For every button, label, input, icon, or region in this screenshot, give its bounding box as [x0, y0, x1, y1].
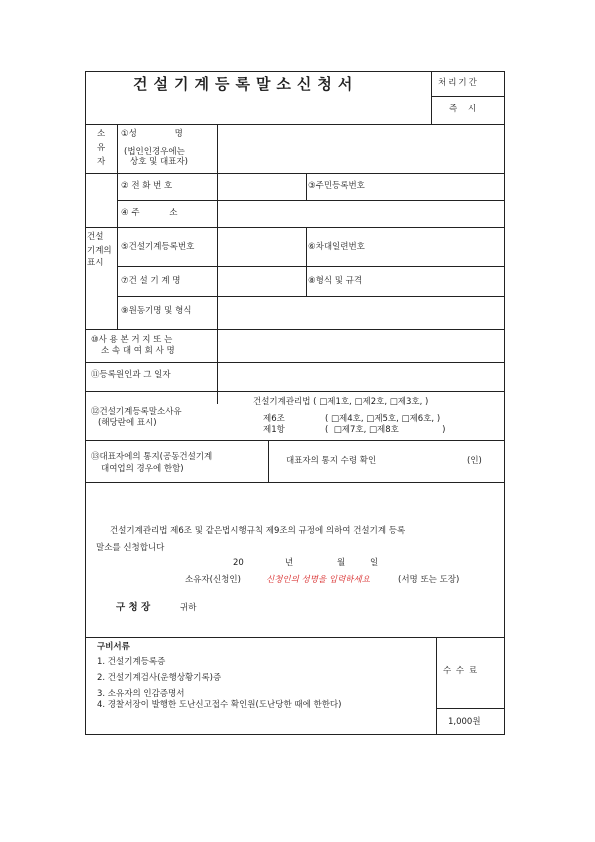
engine-label: ⑨원동기명 및 형식 — [121, 306, 192, 316]
doc-item: 4. 경찰서장이 발행한 도난신고접수 확인원(도난당한 때에 한한다) — [97, 700, 342, 710]
applicant-label: 소유자(신청인) — [185, 575, 241, 585]
chassis-no-field[interactable] — [382, 229, 503, 265]
doc-item: 3. 소유자의 인감증명서 — [97, 689, 185, 699]
model-spec-field[interactable] — [382, 268, 503, 295]
name-label: ①성 명 — [121, 129, 183, 139]
phone-label: ② 전 화 번 호 — [121, 181, 173, 191]
reason-label-2: (해당란에 표시) — [98, 418, 157, 428]
address-label: ④ 주 소 — [121, 208, 178, 218]
reason-clause: 제1항 — [263, 425, 285, 435]
date-month: 월 — [337, 558, 346, 568]
engine-field[interactable] — [219, 298, 503, 328]
model-spec-label: ⑧형식 및 규격 — [308, 276, 363, 286]
equip-reg-no-label: ⑤건설기계등록번호 — [121, 242, 195, 252]
phone-field[interactable] — [219, 175, 305, 199]
notice-confirm: 대표자의 통지 수령 확인 — [286, 456, 377, 466]
resident-no-label: ③주민등록번호 — [308, 181, 365, 191]
notice-label-1: ⑬대표자에의 통지(공동건설기계 — [91, 452, 213, 462]
reason-line-2[interactable]: ( □제4호, □제5호, □제6호, ) — [325, 414, 441, 424]
fee-value: 1,000원 — [448, 717, 481, 727]
statement-line-2: 말소를 신청합니다 — [96, 543, 165, 553]
base-label-2: 소 속 대 여 회 사 명 — [101, 346, 175, 356]
cause-date-label: ⑪등록원인과 그 일자 — [91, 370, 171, 380]
equip-name-label: ⑦건 설 기 계 명 — [121, 276, 181, 286]
reason-line-3[interactable]: ( □제7호, □제8호 ) — [325, 425, 446, 435]
date-field[interactable] — [243, 556, 373, 570]
signature-note: (서명 또는 도장) — [398, 575, 460, 585]
equip-label-1: 건설 — [87, 232, 104, 242]
reason-label-1: ⑫건설기계등록말소사유 — [91, 407, 182, 417]
equip-name-field[interactable] — [219, 268, 305, 295]
owner-label-1: 소 — [97, 129, 106, 139]
equip-reg-no-field[interactable] — [219, 229, 305, 265]
cause-date-field[interactable] — [219, 364, 503, 390]
name-field[interactable] — [219, 126, 503, 172]
equip-label-3: 표시 — [87, 258, 104, 268]
recipient-suffix: 귀하 — [180, 603, 197, 613]
notice-label-2: 대여업의 경우에 한함) — [101, 464, 184, 474]
doc-item: 1. 건설기계등록증 — [97, 657, 166, 667]
statement-line-1: 건설기계관리법 제6조 및 같은법시행규칙 제9조의 규정에 의하여 건설기계 등록 — [110, 526, 406, 536]
owner-label-2: 유 — [97, 143, 106, 153]
fee-label: 수 수 료 — [443, 666, 479, 676]
name-note-2: 상호 및 대표자) — [130, 157, 188, 167]
equip-label-2: 기계의 — [87, 246, 112, 256]
seal-mark: (인) — [467, 456, 482, 466]
date-year: 년 — [285, 558, 294, 568]
form-title: 건설기계등록말소신청서 — [133, 75, 359, 93]
owner-label-3: 자 — [97, 157, 106, 167]
processing-period-label: 처리기간 — [438, 78, 479, 88]
name-note-1: (법인인경우에는 — [124, 147, 185, 157]
recipient: 구 청 장 — [116, 602, 151, 613]
processing-period-value: 즉 시 — [449, 104, 477, 114]
date-day: 일 — [370, 558, 379, 568]
date-year-prefix: 20 — [233, 558, 244, 568]
base-label-1: ⑩사 용 본 거 지 또 는 — [91, 335, 173, 345]
doc-item: 2. 건설기계검사(운행상황기록)증 — [97, 673, 222, 683]
applicant-name-field[interactable]: 신청인의 성명을 입력하세요 — [266, 575, 370, 585]
base-field[interactable] — [219, 331, 503, 361]
docs-title: 구비서류 — [97, 642, 130, 652]
reason-article: 제6조 — [263, 414, 285, 424]
chassis-no-label: ⑥차대일련번호 — [308, 242, 365, 252]
resident-no-field[interactable] — [382, 175, 503, 199]
reason-law-line[interactable]: 건설기계관리법 ( □제1호, □제2호, □제3호, ) — [253, 397, 429, 407]
address-field[interactable] — [219, 202, 503, 226]
